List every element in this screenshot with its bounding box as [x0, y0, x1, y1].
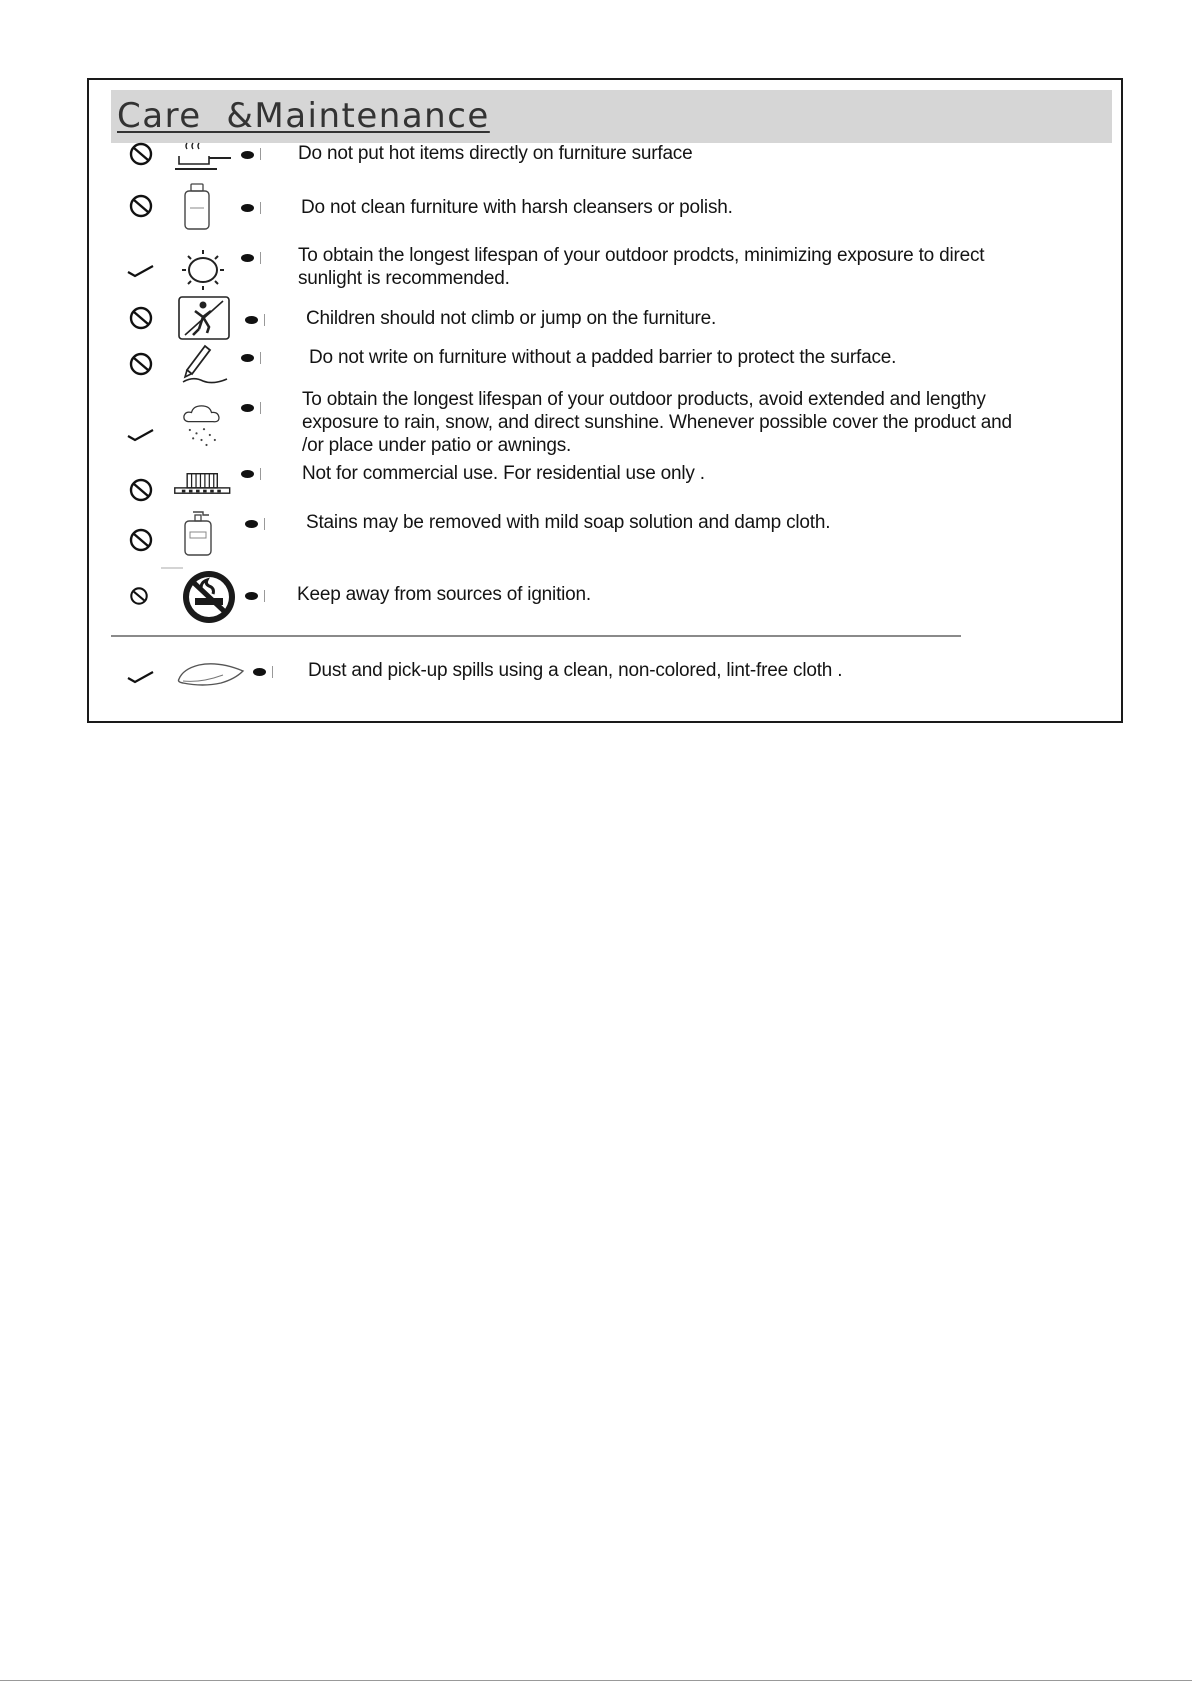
section-title: Care &Maintenance — [117, 96, 490, 136]
bullet-tick — [272, 666, 273, 678]
item-text: Stains may be removed with mild soap solution and damp cloth. — [306, 512, 831, 533]
bullet — [245, 520, 258, 528]
item-text: Children should not climb or jump on the furniture. — [306, 308, 717, 329]
hot-pan-icon — [173, 136, 235, 186]
bullet — [241, 151, 254, 159]
bullet-tick — [260, 202, 261, 214]
care-item — [89, 566, 1119, 632]
care-item — [89, 296, 1119, 340]
soap-bottle-icon — [173, 508, 235, 558]
prohibited-icon — [127, 350, 155, 378]
care-item — [89, 652, 1119, 698]
bullet — [241, 254, 254, 262]
care-item — [89, 186, 1119, 232]
bullet-tick — [264, 314, 265, 326]
care-maintenance-panel — [87, 78, 1123, 723]
item-text: Dust and pick-up spills using a clean, non-colored, lint-free cloth . — [308, 660, 843, 681]
cloth-icon — [173, 652, 253, 702]
page-bottom-rule — [0, 1680, 1192, 1681]
no-fire-icon — [173, 566, 235, 628]
bullet — [241, 354, 254, 362]
bullet — [241, 204, 254, 212]
commercial-building-icon — [173, 462, 235, 512]
prohibited-icon — [127, 192, 155, 220]
pen-writing-icon — [173, 340, 235, 390]
item-text: To obtain the longest lifespan of your outdoor products, avoid extended and lengthy exposure to rain, snow, and direct sunshine. Whenever possible cover the product and /or place under patio or awnings. — [302, 389, 1012, 456]
item-text: To obtain the longest lifespan of your outdoor prodcts, minimizing exposure to direct sunlight is recommended. — [298, 245, 985, 289]
bullet-tick — [260, 252, 261, 264]
care-item — [89, 342, 1119, 386]
bullet-tick — [260, 468, 261, 480]
bullet-tick — [260, 352, 261, 364]
item-text: Not for commercial use. For residential use only . — [302, 463, 705, 484]
care-item — [89, 244, 1119, 296]
item-text: Keep away from sources of ignition. — [297, 584, 591, 605]
prohibited-icon — [127, 476, 155, 504]
sun-icon — [173, 244, 235, 294]
checkmark-icon — [127, 254, 155, 282]
bullet — [245, 316, 258, 324]
care-item — [89, 388, 1119, 466]
checkmark-icon — [127, 418, 155, 446]
care-item — [89, 462, 1119, 510]
item-text: Do not write on furniture without a padded barrier to protect the surface. — [309, 347, 897, 368]
prohibited-icon — [127, 140, 155, 168]
care-item — [89, 510, 1119, 562]
bullet-tick — [260, 402, 261, 414]
prohibited-icon — [127, 526, 155, 554]
bullet — [241, 404, 254, 412]
divider — [111, 635, 961, 637]
bullet-tick — [264, 590, 265, 602]
bullet — [253, 668, 266, 676]
child-climbing-icon — [173, 295, 235, 345]
bullet-tick — [264, 518, 265, 530]
cleanser-bottle-icon — [173, 182, 235, 232]
prohibited-icon — [127, 584, 151, 608]
bullet — [245, 592, 258, 600]
item-text: Do not put hot items directly on furniture surface — [298, 143, 693, 164]
checkmark-icon — [127, 660, 155, 688]
bullet-tick — [260, 148, 261, 160]
section-header — [111, 90, 1112, 143]
rain-snow-cloud-icon — [173, 400, 235, 450]
bullet — [241, 470, 254, 478]
care-item — [89, 138, 1119, 172]
prohibited-icon — [127, 304, 155, 332]
item-text: Do not clean furniture with harsh cleansers or polish. — [301, 197, 733, 218]
